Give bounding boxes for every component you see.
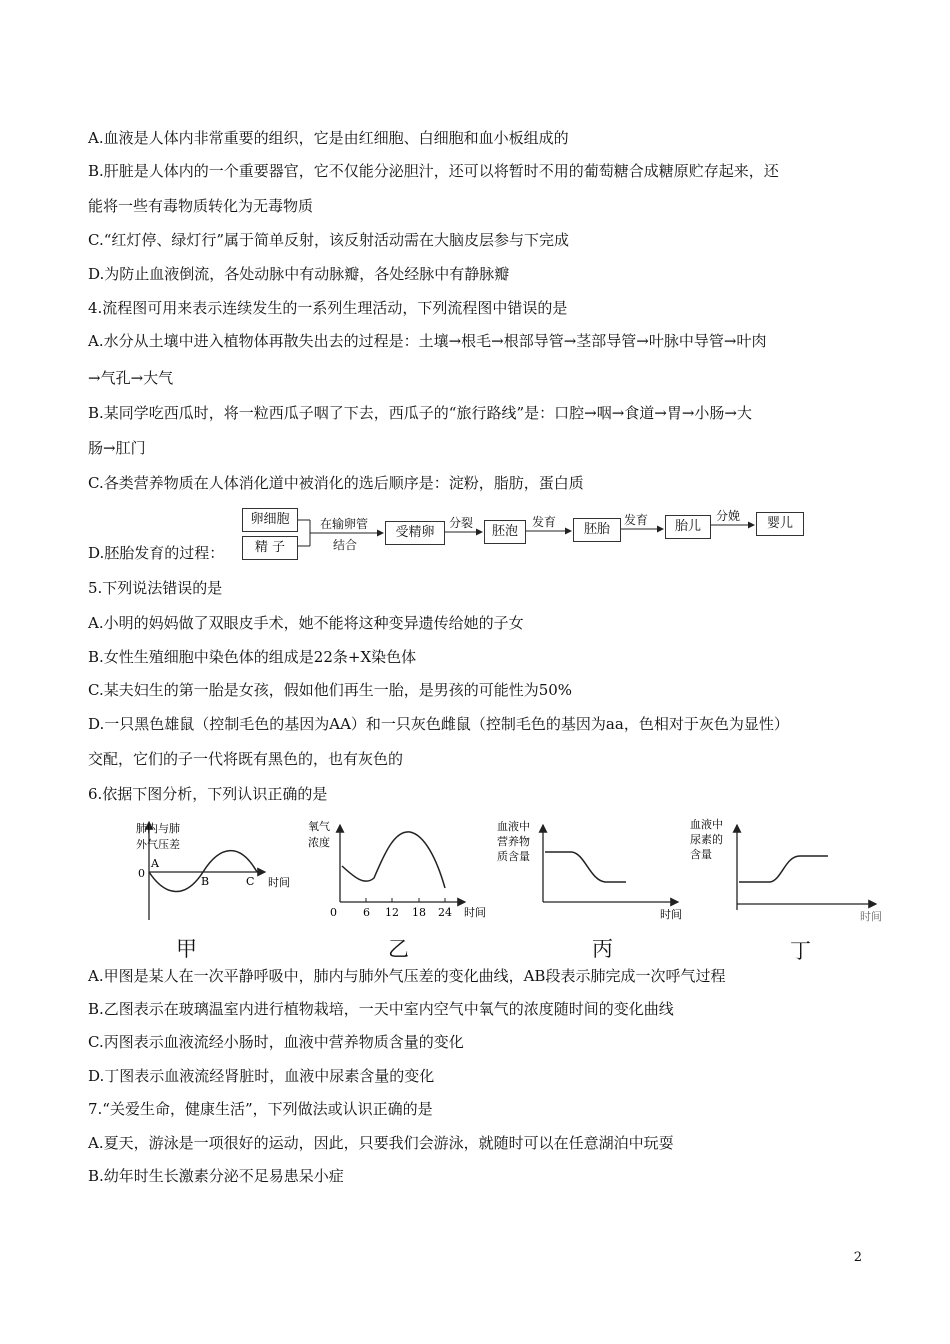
ding-ylabel-2: 尿素的 [690,833,723,846]
egg-cell-box: 卵细胞 [242,508,298,532]
bing-ylabel-2: 营养物 [497,835,530,848]
flow-label-oviduct: 在输卵管 [320,517,369,531]
sperm-box: 精 子 [242,536,298,560]
text-line: 7.“关爱生命，健康生活”，下列做法或认识正确的是 [88,1100,433,1118]
jia-point-c: C [246,875,255,888]
jia-ylabel-2: 外气压差 [136,838,180,851]
yi-curve [342,832,445,888]
flow-label-develop-2: 发育 [624,513,649,527]
text-line: B.肝脏是人体内的一个重要器官，它不仅能分泌胆汁，还可以将暂时不用的葡萄糖合成糖原贮存起来，还 [88,162,779,180]
ding-xlabel: 时间 [860,910,882,923]
jia-point-a: A [151,857,159,870]
graph-yi-title: 乙 [388,937,409,961]
yi-tick: 12 [385,906,399,919]
jia-ylabel-1: 肺内与肺 [136,822,180,835]
text-line: B.乙图表示在玻璃温室内进行植物栽培，一天中室内空气中氧气的浓度随时间的变化曲线 [88,1000,674,1018]
text-line: →气孔→大气 [88,369,174,387]
graph-ding-title: 丁 [790,939,811,963]
text-line: B.某同学吃西瓜时，将一粒西瓜子咽了下去，西瓜子的“旅行路线”是：口腔→咽→食道→胃→小肠→大 [88,404,752,422]
text-line: A.夏天，游泳是一项很好的运动，因此，只要我们会游泳，就随时可以在任意湖泊中玩耍 [88,1134,674,1152]
blastocyst-box: 胚泡 [484,520,526,544]
text-line: 6.依据下图分析，下列认识正确的是 [88,785,328,803]
ding-ylabel-1: 血液中 [690,818,723,831]
flow-connectors [0,0,950,600]
text-line: B.女性生殖细胞中染色体的组成是22条+X染色体 [88,648,417,666]
ding-ylabel-3: 含量 [690,848,712,861]
bing-curve [545,852,626,882]
embryo-box: 胚胎 [573,518,621,542]
graph-bing-title: 丙 [592,937,613,961]
zygote-box: 受精卵 [385,521,445,545]
ding-curve [739,856,828,882]
yi-ylabel-1: 氧气 [308,820,330,833]
yi-tick: 6 [363,906,370,919]
fetus-box: 胎儿 [665,515,711,539]
jia-xlabel: 时间 [268,876,290,889]
graph-jia [136,821,290,920]
text-line: D.一只黑色雄鼠（控制毛色的基因为AA）和一只灰色雌鼠（控制毛色的基因为aa，色相对于灰色为显性） [88,715,789,733]
text-line: D.为防止血液倒流，各处动脉中有动脉瓣，各处经脉中有静脉瓣 [88,265,510,283]
text-line: A.小明的妈妈做了双眼皮手术，她不能将这种变异遗传给她的子女 [88,614,524,632]
page-number: 2 [853,1250,862,1265]
text-line: 肠→肛门 [88,439,146,457]
jia-point-b: B [201,875,210,888]
text-line: B.幼年时生长激素分泌不足易患呆小症 [88,1167,344,1185]
graph-yi [308,819,486,919]
graph-jia-title: 甲 [176,937,197,961]
text-line: C.“红灯停、绿灯行”属于简单反射，该反射活动需在大脑皮层参与下完成 [88,231,570,249]
text-line: D.丁图表示血液流经肾脏时，血液中尿素含量的变化 [88,1067,435,1085]
graph-bing [497,819,682,921]
flow-label-combine: 结合 [333,538,358,552]
text-line: 5.下列说法错误的是 [88,579,223,597]
bing-ylabel-1: 血液中 [497,820,530,833]
baby-box: 婴儿 [756,512,804,536]
yi-tick: 18 [412,906,426,919]
yi-zero: 0 [330,906,337,919]
text-line: C.某夫妇生的第一胎是女孩，假如他们再生一胎，是男孩的可能性为50% [88,681,573,699]
bing-ylabel-3: 质含量 [497,850,530,863]
text-line: C.丙图表示血液流经小肠时，血液中营养物质含量的变化 [88,1033,464,1051]
text-line: 交配，它们的子一代将既有黑色的，也有灰色的 [88,750,404,768]
jia-zero: 0 [138,867,145,880]
flow-label-develop-1: 发育 [532,515,557,529]
flow-label-birth: 分娩 [716,509,741,523]
text-line: 4.流程图可用来表示连续发生的一系列生理活动，下列流程图中错误的是 [88,299,568,317]
graph-ding [690,817,882,923]
text-line: D.胚胎发育的过程： [88,544,225,562]
flow-label-division: 分裂 [449,516,474,530]
text-line: A.水分从土壤中进入植物体再散失出去的过程是：土壤→根毛→根部导管→茎部导管→叶脉中导管→叶肉 [88,332,767,350]
text-line: C.各类营养物质在人体消化道中被消化的选后顺序是：淀粉，脂肪，蛋白质 [88,474,584,492]
text-line: 能将一些有毒物质转化为无毒物质 [88,197,314,215]
yi-tick: 24 [438,906,452,919]
yi-ylabel-2: 浓度 [308,836,330,849]
text-line: A.血液是人体内非常重要的组织，它是由红细胞、白细胞和血小板组成的 [88,129,569,147]
text-line: A.甲图是某人在一次平静呼吸中，肺内与肺外气压差的变化曲线，AB段表示肺完成一次呼气过程 [88,967,726,985]
bing-xlabel: 时间 [660,908,682,921]
yi-xlabel: 时间 [464,906,486,919]
